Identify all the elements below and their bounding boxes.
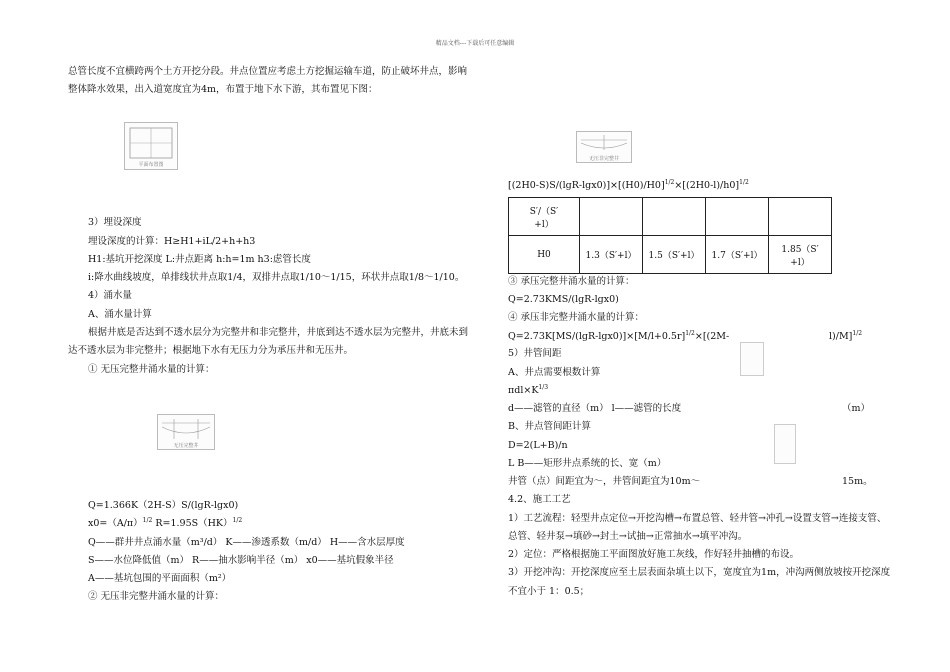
nonfull-well-diagram	[577, 132, 631, 156]
x0-exponent: 1/2	[142, 517, 153, 524]
x0-formula: x0=（A/π）	[88, 518, 143, 529]
table-cell	[769, 198, 832, 236]
q2-part-2: ×[(2H0-l)/h0]	[674, 180, 740, 191]
q4-exponent-2: 1/2	[852, 330, 863, 337]
wells-para-1: 根据井底是否达到不透水层分为完整井和非完整井，井底到达不透水层为完整井，井底未到	[88, 327, 469, 338]
case-1-title: ① 无压完整井涌水量的计算：	[88, 364, 215, 375]
slope-note: i:降水曲线坡度，单排线状井点取1/4，双排井点取1/10～1/15，环状井点取1/8～1/10。	[88, 272, 465, 283]
page-header: 精品文档---下载后可任意编辑	[435, 40, 515, 47]
section-3-title: 3）埋设深度	[88, 217, 142, 228]
case-4-title: ④ 承压非完整井涌水量的计算：	[508, 312, 645, 323]
q4-part-1: Q=2.73K[MS/(lgR-lgx0)]×[M/l+0.5r]	[508, 331, 686, 342]
spacing-end: 15m。	[842, 476, 873, 487]
trench-line-2: 不宜小于 1：0.5；	[508, 586, 590, 597]
depth-formula: 埋设深度的计算：H≥H1+iL/2+h+h3	[88, 236, 256, 247]
pi-base: πdl×K	[508, 385, 539, 396]
d-unit: （m）	[842, 403, 871, 414]
h0-table	[508, 197, 832, 274]
pi-exponent: 1/3	[538, 384, 549, 391]
small-figure	[774, 424, 796, 464]
q4-exponent-1: 1/2	[685, 330, 695, 337]
section-5-title: 5）井管间距	[508, 348, 562, 359]
section-5a: A、井点需要根数计算	[508, 367, 601, 378]
well-figure	[157, 414, 215, 450]
para-1: 总管长度不宜横跨两个土方开挖分段。井点位置应考虑土方挖掘运输车道，防止破坏井点，影响	[68, 66, 468, 77]
figure-caption: 无压完整井	[173, 443, 199, 449]
layout-figure	[124, 122, 178, 170]
q3-formula: Q=2.73KMS/(lgR-lgx0)	[508, 294, 619, 305]
q2-exponent-1: 1/2	[664, 179, 675, 186]
vars-line-2: S——水位降低值（m） R——抽水影响半径（m） x0——基坑假象半径	[88, 555, 394, 566]
x0-r-formula	[88, 518, 242, 530]
section-5b: B、井点管间距计算	[508, 421, 591, 432]
d-formula: D=2(L+B)/n	[508, 440, 568, 451]
q2-exponent-2: 1/2	[739, 179, 749, 186]
case-2-title: ② 无压非完整井涌水量的计算：	[88, 591, 225, 602]
nonfull-well-figure	[576, 131, 632, 163]
spacing-note: 井管（点）间距宜为～，井管间距宜为10m～	[508, 476, 701, 487]
cell-text: +l）	[534, 219, 554, 230]
table-cell: 1.5（S′+l）	[643, 236, 706, 274]
table-cell: 1.7（S′+l）	[706, 236, 769, 274]
table-cell	[580, 198, 643, 236]
vars-line-1: Q——群井井点涌水量（m³/d） K——渗透系数（m/d） H——含水层厚度	[88, 537, 405, 548]
table-cell	[769, 236, 832, 274]
figure-caption: 无压非完整井	[588, 156, 619, 162]
vars-line-3: A——基坑包围的平面面积（m²）	[88, 573, 232, 584]
cell-text: +l）	[790, 257, 810, 268]
table-cell	[509, 198, 580, 236]
table-row	[509, 236, 832, 274]
cell-text: S′/（S′	[529, 206, 559, 217]
layout-diagram	[125, 123, 177, 163]
section-4-title: 4）涌水量	[88, 290, 133, 301]
pi-formula	[508, 385, 548, 397]
q4-part-3: l)/M]	[829, 331, 853, 342]
table-cell: 1.3（S′+l）	[580, 236, 643, 274]
well-diagram	[158, 415, 214, 443]
small-figure	[740, 342, 764, 376]
figure-caption: 平面布置图	[138, 162, 164, 168]
wells-para-2: 达不透水层为非完整井；根据地下水有无压力分为承压井和无压井。	[68, 345, 354, 356]
q4-formula-end	[829, 331, 862, 343]
table-cell: H0	[509, 236, 580, 274]
positioning-note: 2）定位：严格根据施工平面图放好施工灰线，作好轻井抽槽的布设。	[508, 549, 800, 560]
r-formula: R=1.95S（HK）	[152, 518, 233, 529]
table-row	[509, 198, 832, 236]
para-2: 整体降水效果，出入道宽度宜为4m，布置于地下水下游，其布置见下图：	[68, 84, 378, 95]
case-3-title: ③ 承压完整井涌水量的计算：	[508, 276, 635, 287]
d-definition: d——滤管的直径（m） l——滤管的长度	[508, 403, 682, 414]
section-4-2: 4.2、施工工艺	[508, 494, 571, 505]
q2-part-1: [(2H0-S)S/(lgR-lgx0)]×[(H0)/H0]	[508, 180, 665, 191]
flow-line-2: 总管、轻井泵→填砂→封土→试抽→正常抽水→填平冲沟。	[508, 531, 748, 542]
r-exponent: 1/2	[232, 517, 243, 524]
q4-formula	[508, 331, 729, 343]
q1-formula: Q=1.366K（2H-S）S/(lgR-lgx0)	[88, 500, 239, 511]
trench-line-1: 3）开挖冲沟：开挖深度应至土层表面杂填土以下，宽度宜为1m，冲沟两侧放坡按开挖深度	[508, 567, 891, 578]
flow-line-1: 1）工艺流程：轻型井点定位→开挖沟槽→布置总管、轻井管→冲孔→设置支管→连接支管、	[508, 513, 887, 524]
table-cell	[706, 198, 769, 236]
lb-definition: L B——矩形井点系统的长、宽（m）	[508, 458, 667, 469]
table-cell	[643, 198, 706, 236]
depth-variables: H1:基坑开挖深度 L:井点距离 h:h=1m h3:虑管长度	[88, 254, 311, 265]
cell-text: 1.85（S′	[781, 244, 819, 255]
q4-part-2: ×[(2M-	[694, 331, 730, 342]
section-4a: A、涌水量计算	[88, 309, 152, 320]
q2-formula	[508, 180, 749, 192]
